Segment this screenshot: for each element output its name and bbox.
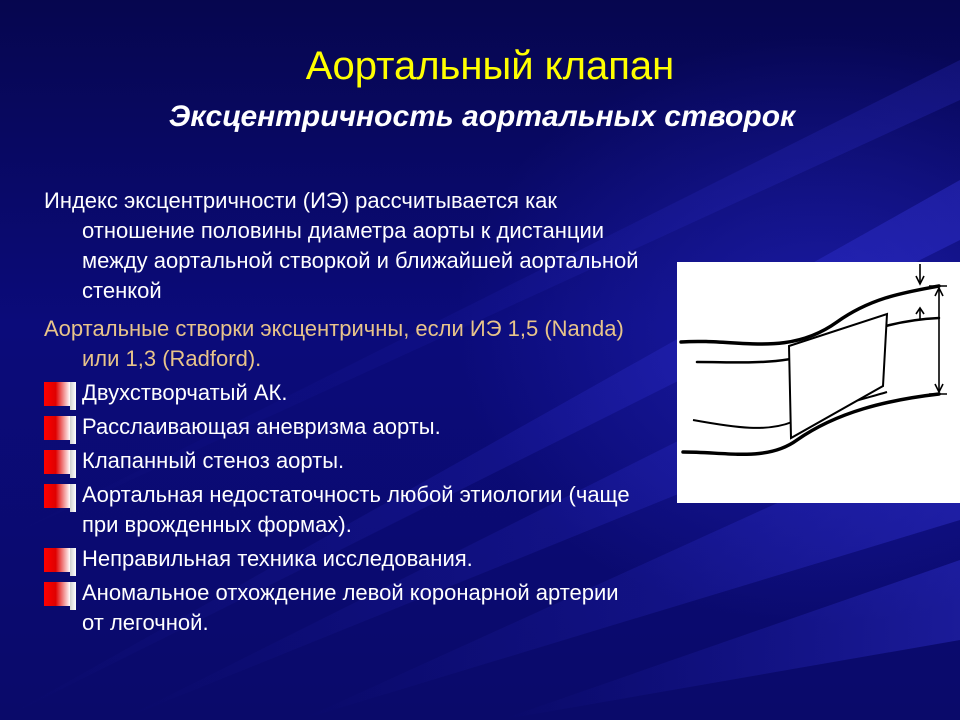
- list-item: [44, 544, 644, 574]
- bullet-text: Аортальная недостаточность любой этиологии (чаще при врожденных формах).: [82, 482, 630, 537]
- bullet-text: Расслаивающая аневризма аорты.: [82, 414, 441, 439]
- bullet-text: Двухстворчатый АК.: [82, 380, 288, 405]
- red-square-bullet-icon: [44, 416, 74, 442]
- list-item: [44, 412, 644, 442]
- eccentricity-definition: Индекс эксцентричности (ИЭ) рассчитывается как отношение половины диаметра аорты к дистанции между аортальной створкой и ближайшей аортальной стенкой: [44, 188, 639, 303]
- bullet-text: Неправильная техника исследования.: [82, 546, 473, 571]
- red-square-bullet-icon: [44, 382, 74, 408]
- slide-title: Аортальный клапан: [305, 44, 675, 88]
- aortic-eccentricity-diagram: [677, 262, 960, 503]
- bullet-text: Аномальное отхождение левой коронарной артерии от легочной.: [82, 580, 619, 635]
- red-square-bullet-icon: [44, 582, 74, 608]
- causes-list: [44, 378, 644, 638]
- list-item: [44, 480, 644, 540]
- eccentricity-criterion: Аортальные створки эксцентричны, если ИЭ 1,5 (Nanda) или 1,3 (Radford).: [44, 316, 624, 371]
- list-item: [44, 578, 644, 638]
- red-square-bullet-icon: [44, 484, 74, 510]
- bullet-text: Клапанный стеноз аорты.: [82, 448, 345, 473]
- red-square-bullet-icon: [44, 450, 74, 476]
- red-square-bullet-icon: [44, 548, 74, 574]
- list-item: [44, 446, 644, 476]
- list-item: [44, 378, 644, 408]
- slide-subtitle: Эксцентричность аортальных створок: [168, 100, 796, 133]
- content-body: [44, 186, 644, 642]
